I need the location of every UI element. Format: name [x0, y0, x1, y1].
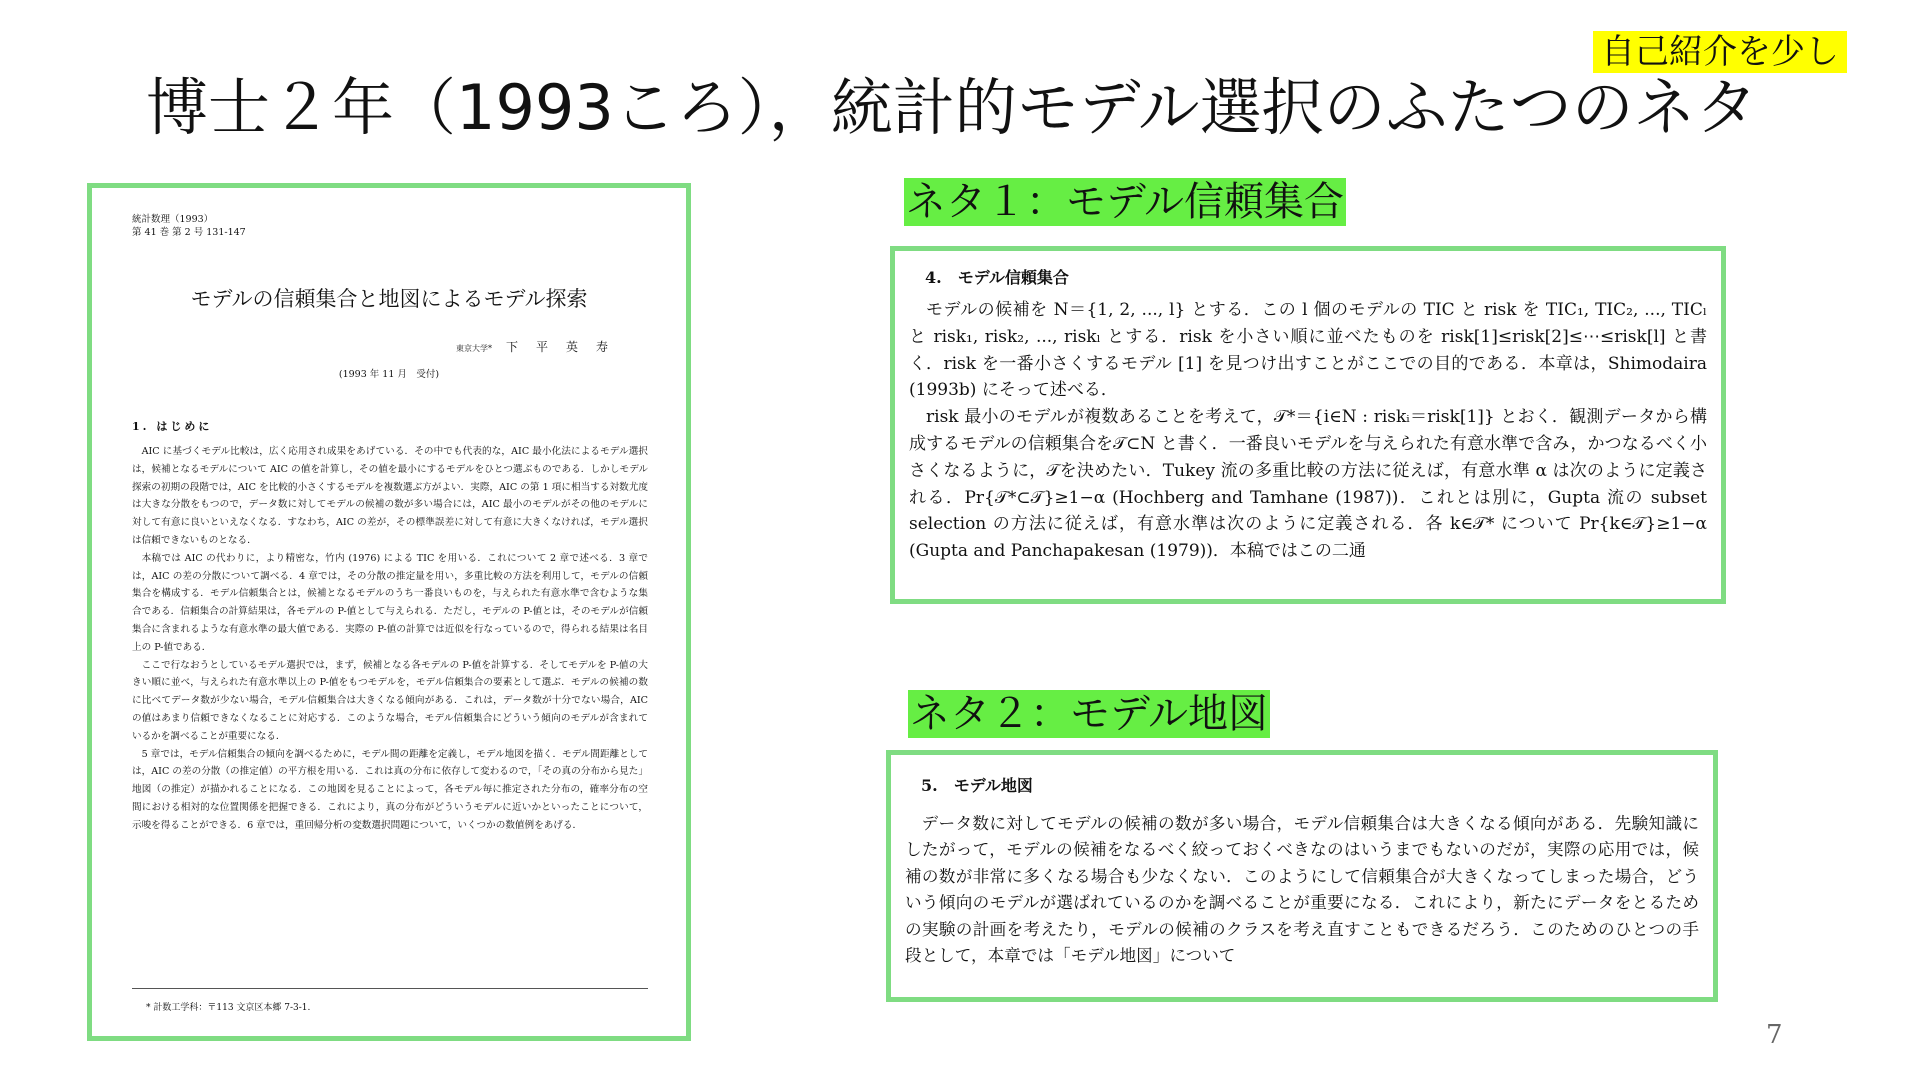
slide-title: 博士２年（1993ころ），統計的モデル選択のふたつのネタ	[146, 71, 1758, 144]
neta1-heading: 4. モデル信頼集合	[925, 268, 1069, 287]
paper-paragraph: AIC に基づくモデル比較は，広く応用され成果をあげている．その中でも代表的な，AIC 最小化法によるモデル選択は，候補となるモデルについて AIC の値を計算し，その値を最小にするモデルをひとつ選ぶものである．しかしモデル探索の初期の段階では，AIC を比較的小さくするモデルを複数選ぶ方がよい．実際，AIC の第 1 項に相当する対数尤度は大きな分散をもつので，データ数に対してモデルの候補の数が多い場合には，AIC 最小のモデルがその他のモデルに対して有意に良いといえなくなる．すなわち，AIC の差が，その標準誤差に対して有意に大きくなければ，モデル選択は信頼できないものとなる．	[132, 446, 648, 546]
neta2-excerpt	[886, 750, 1718, 1002]
neta2-paragraph: データ数に対してモデルの候補の数が多い場合，モデル信頼集合は大きくなる傾向がある．先験知識にしたがって，モデルの候補をなるべく絞っておくべきなのはいうまでもないのだが，実際の応用では，候補の数が非常に多くなる場合も少なくない．このようにして信頼集合が大きくなってしまった場合，どういう傾向のモデルが選ばれているのかを調べることが重要になる．これにより，新たにデータをとるための実験の計画を考えたり，モデルの候補のクラスを考え直すこともできるだろう．このためのひとつの手段として，本章では「モデル地図」について	[905, 814, 1699, 966]
neta2-heading: 5. モデル地図	[921, 776, 1033, 795]
neta1-excerpt	[890, 246, 1726, 604]
paper-title: モデルの信頼集合と地図によるモデル探索	[190, 287, 588, 311]
paper-author-line	[456, 338, 626, 355]
paper-paragraph: 本稿では AIC の代わりに，より精密な，竹内 (1976) による TIC を用いる．これについて 2 章で述べる．3 章では，AIC の差の分散について調べる．4 章では，その分散の推定量を用い，多重比較の方法を利用して，モデルの信頼集合を構成する．モデル信頼集合とは，候補となるモデルのうち一番良いものを，与えられた有意水準で含むような集合である．信頼集合の計算結果は，各モデルの P-値として与えられる．ただし，モデルの P-値とは，そのモデルが信頼集合に含まれるような有意水準の最大値である．実際の P-値の計算では近似を行なっているので，得られる結果は名目上の P-値である．	[132, 552, 648, 653]
neta1-paragraph: risk 最小のモデルが複数あることを考えて，𝒯*＝{i∈N : riskᵢ＝risk[1]} とおく．観測データから構成するモデルの信頼集合を𝒯⊂N と書く．一番良いモデルを与えられた有意水準で含み，かつなるべく小さくなるように，𝒯を決めたい．Tukey 流の多重比較の方法に従えば，有意水準 α は次のように定義される．Pr{𝒯*⊂𝒯}≥1−α (Hochberg and Tamhane (1987))．これとは別に，Gupta 流の subset selection の方法に従えば，有意水準は次のように定義される．各 k∈𝒯* について Pr{k∈𝒯}≥1−α (Gupta and Panchapakesan (1979))．本稿ではこの二通	[909, 407, 1707, 562]
paper-paragraph: ここで行なおうとしているモデル選択では，まず，候補となる各モデルの P-値を計算する．そしてモデルを P-値の大きい順に並べ，与えられた有意水準以上の P-値をもつモデルを，モデル信頼集合の要素として選ぶ．モデルの候補の数に比べてデータ数が少ない場合，モデル信頼集合は大きくなる傾向がある．これは，データ数が十分でない場合，AIC の値はあまり信頼できなくなることに対応する．このような場合，モデル信頼集合にどういう傾向のモデルが含まれているかを調べることが重要になる．	[132, 659, 648, 742]
neta2-label: ネタ２：モデル地図	[910, 691, 1268, 737]
paper-section-heading: 1. はじめに	[132, 420, 213, 433]
paper-journal-info	[132, 213, 246, 239]
paper-affiliation: 東京大学*	[455, 344, 492, 353]
paper-journal-name: 統計数理（1993）	[132, 214, 214, 225]
neta2-body	[905, 811, 1699, 969]
paper-body	[132, 443, 648, 835]
paper-footnote: * 計数工学科：〒113 文京区本郷 7-3-1.	[146, 1003, 311, 1013]
self-intro-tag: 自己紹介を少し	[1593, 31, 1847, 73]
neta1-body	[909, 297, 1707, 565]
neta1-label: ネタ１：モデル信頼集合	[906, 179, 1344, 225]
paper-first-page	[87, 183, 691, 1041]
footnote-divider	[132, 988, 648, 989]
neta1-paragraph: モデルの候補を N＝{1, 2, ..., l} とする．この l 個のモデルの TIC と risk を TIC₁, TIC₂, ..., TICₗ と risk₁, risk₂, ..., riskₗ とする．risk を小さい順に並べたものを risk[1]≤risk[2]≤⋯≤risk[l] と書く．risk を一番小さくするモデル [1] を見つけ出すことがここでの目的である．本章は，Shimodaira (1993b) にそって述べる．	[909, 300, 1708, 401]
paper-received-date: (1993 年 11 月 受付)	[338, 369, 440, 380]
page-number: 7	[1766, 1020, 1783, 1050]
paper-author: 下平英寿	[505, 340, 626, 354]
paper-journal-volume: 第 41 巻 第 2 号 131-147	[132, 227, 246, 238]
paper-paragraph: 5 章では，モデル信頼集合の傾向を調べるために，モデル間の距離を定義し，モデル地図を描く．モデル間距離としては，AIC の差の分散（の推定値）の平方根を用いる．これは真の分布に依存して変わるので，「その真の分布から見た」地図（の推定）が描かれることになる．この地図を見ることによって，各モデル毎に推定された分布の，確率分布の空間における相対的な位置関係を把握できる．これにより，真の分布がどういうモデルに近いかといったことについて，示唆を得ることができる．6 章では，重回帰分析の変数選択問題について，いくつかの数値例をあげる．	[132, 748, 648, 831]
